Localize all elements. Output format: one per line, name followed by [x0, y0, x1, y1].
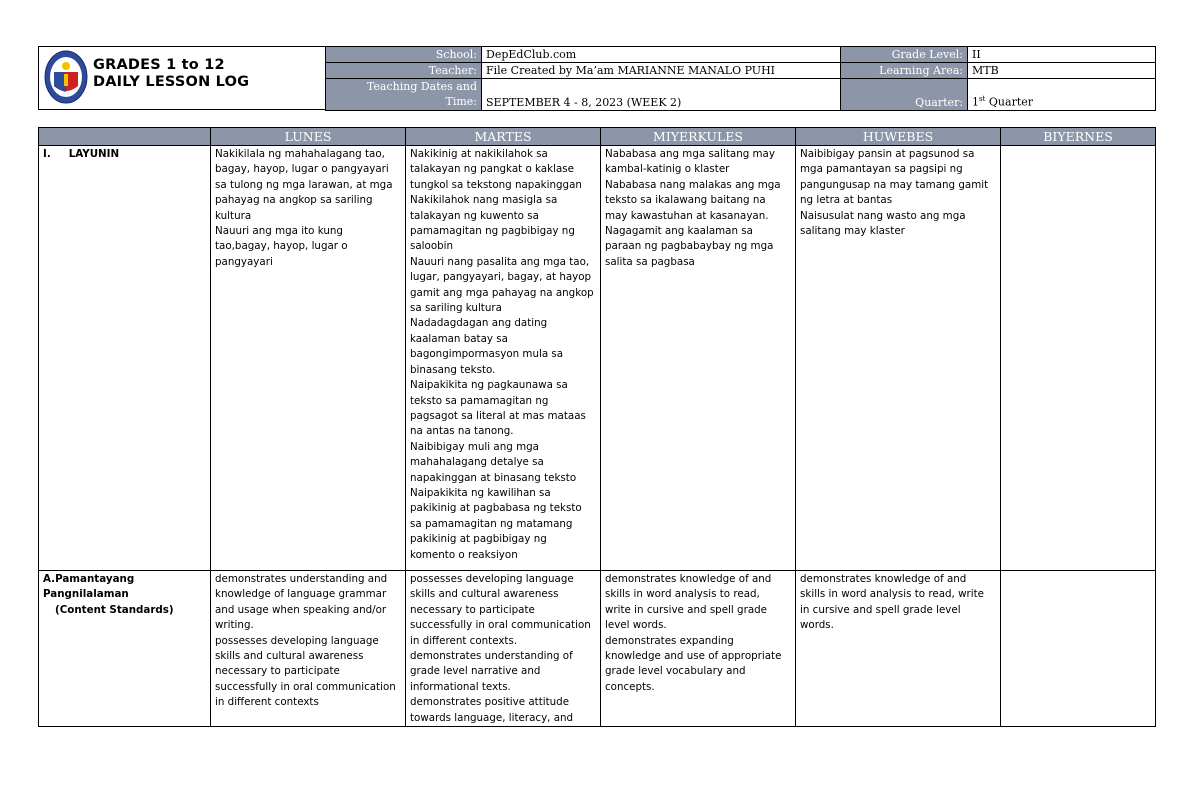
cell-text-line: writing. — [215, 619, 254, 632]
standards-miyerkules-cell — [601, 571, 796, 727]
layunin-row — [39, 146, 1156, 571]
col-header-martes: MARTES — [406, 128, 601, 146]
form-title-line2: DAILY LESSON LOG — [93, 74, 250, 90]
cell-text-line: informational texts. — [410, 680, 511, 693]
cell-text-line: demonstrates understanding of — [410, 650, 573, 663]
quarter-value: 1st Quarter — [968, 79, 1156, 111]
col-header-biyernes: BIYERNES — [1001, 128, 1156, 146]
school-label: School: — [326, 47, 482, 63]
cell-text-line: Naisusulat nang wasto ang mga — [800, 209, 966, 222]
cell-text-line: knowledge of language grammar — [215, 588, 387, 601]
cell-text-line: skills and cultural awareness — [410, 588, 559, 601]
cell-text-line: Nauuri nang pasalita ang mga tao, — [410, 255, 590, 268]
cell-text-line: Naibibigay muli ang mga — [410, 440, 539, 453]
cell-text-line: pakikinig at pagbibigay ng — [410, 533, 547, 546]
quarter-label: Quarter: — [841, 79, 968, 111]
cell-text-line: skills and cultural awareness — [215, 650, 364, 663]
cell-text-line: possesses developing language — [215, 634, 379, 647]
col-header-huwebes: HUWEBES — [796, 128, 1001, 146]
cell-text-line: may kawastuhan at kasanayan. — [605, 209, 769, 222]
cell-text-line: lugar, pangyayari, bagay, at hayop — [410, 271, 592, 284]
cell-text-line: grade level vocabulary and — [605, 665, 746, 678]
cell-text-line: necessary to participate — [215, 665, 340, 678]
col-header-miyerkules: MIYERKULES — [601, 128, 796, 146]
standards-martes-cell — [406, 571, 601, 727]
cell-text-line: possesses developing language — [410, 573, 574, 585]
cell-text-line: Nadadagdagan ang dating — [410, 317, 548, 330]
cell-text-line: tungkol sa tekstong napakinggan — [410, 178, 582, 191]
learning-area-label: Learning Area: — [841, 63, 968, 79]
cell-text-line: salita sa pagbasa — [605, 255, 695, 268]
cell-text-line: successfully in oral communication — [410, 619, 591, 632]
cell-text-line: teksto sa ikalawang baitang na — [605, 194, 766, 207]
teaching-dates-label: Teaching Dates and Time: — [326, 79, 482, 111]
cell-text-line: pahayag na angkop sa sariling — [215, 194, 373, 207]
cell-text-line: kaalaman batay sa — [410, 332, 508, 345]
cell-text-line: sa pamamagitan ng matamang — [410, 517, 573, 530]
teacher-value: File Created by Ma’am MARIANNE MANALO PUHI — [482, 63, 841, 79]
cell-text-line: pangungusap na may tamang gamit — [800, 178, 989, 191]
deped-seal-logo — [44, 50, 88, 104]
cell-text-line: Nakikinig at nakikilahok sa — [410, 148, 548, 160]
cell-text-line: words. — [800, 619, 834, 632]
cell-text-line: demonstrates understanding and — [215, 573, 388, 585]
cell-text-line: in different contexts. — [410, 634, 518, 647]
cell-text-line: talakayan ng kuwento sa — [410, 209, 539, 222]
cell-text-line: salitang may klaster — [800, 225, 905, 238]
cell-text-line: pangyayari — [215, 255, 273, 268]
cell-text-line: gamit ang mga pahayag na angkop — [410, 286, 594, 299]
learning-area-value: MTB — [968, 63, 1156, 79]
layunin-huwebes-cell — [796, 146, 1001, 571]
cell-text-line: talakayan ng pangkat o kaklase — [410, 163, 574, 176]
cell-text-line: na antas na tanong. — [410, 425, 514, 438]
cell-text-line: komento o reaksiyon — [410, 548, 518, 561]
layunin-miyerkules-cell — [601, 146, 796, 571]
cell-text-line: bagay, hayop, lugar o pangyayari — [215, 163, 389, 176]
cell-text-line: knowledge and use of appropriate — [605, 650, 782, 663]
cell-text-line: binasang teksto. — [410, 363, 496, 376]
cell-text-line: ng letra at bantas — [800, 194, 893, 207]
cell-text-line: towards language, literacy, and — [410, 711, 574, 724]
cell-text-line: demonstrates expanding — [605, 634, 734, 647]
cell-text-line: napakinggan at binasang teksto — [410, 471, 577, 484]
corner-cell — [39, 128, 211, 146]
content-standards-row — [39, 571, 1156, 727]
layunin-martes-cell — [406, 146, 601, 571]
cell-text-line: skills in word analysis to read, — [605, 588, 760, 601]
cell-text-line: demonstrates knowledge of and — [800, 573, 967, 585]
cell-text-line: pakikinig at pagbabasa ng teksto — [410, 502, 582, 515]
cell-text-line: paraan ng pagbabaybay ng mga — [605, 240, 774, 253]
row-label-layunin: I. LAYUNIN — [39, 146, 211, 571]
cell-text-line: pamamagitan ng pagbibigay ng — [410, 225, 575, 238]
cell-text-line: and usage when speaking and/or — [215, 603, 387, 616]
cell-text-line: sa tulong ng mga larawan, at mga — [215, 178, 393, 191]
teacher-label: Teacher: — [326, 63, 482, 79]
grade-level-label: Grade Level: — [841, 47, 968, 63]
cell-text-line: tao,bagay, hayop, lugar o — [215, 240, 348, 253]
standards-huwebes-cell — [796, 571, 1001, 727]
cell-text-line: Nababasa nang malakas ang mga — [605, 178, 781, 191]
cell-text-line: concepts. — [605, 680, 655, 693]
cell-text-line: skills in word analysis to read, write — [800, 588, 984, 601]
layunin-lunes-cell — [211, 146, 406, 571]
school-value: DepEdClub.com — [482, 47, 841, 63]
header-info-table — [325, 46, 1156, 111]
cell-text-line: in different contexts — [215, 696, 319, 709]
cell-text-line: mahahalagang detalye sa — [410, 456, 544, 469]
layunin-biyernes-cell — [1001, 146, 1156, 571]
cell-text-line: grade level narrative and — [410, 665, 541, 678]
cell-text-line: Naipakikita ng pagkaunawa sa — [410, 379, 568, 392]
day-header-row — [39, 128, 1156, 146]
cell-text-line: write in cursive and spell grade — [605, 603, 767, 616]
row-label-content-standards: A.Pamantayang Pangnilalaman (Content Standards) — [39, 571, 211, 727]
cell-text-line: Nakikilala ng mahahalagang tao, — [215, 148, 385, 160]
cell-text-line: Nakikilahok nang masigla sa — [410, 194, 558, 207]
cell-text-line: kultura — [215, 209, 252, 222]
cell-text-line: in cursive and spell grade level — [800, 603, 961, 616]
standards-biyernes-cell — [1001, 571, 1156, 727]
cell-text-line: saloobin — [410, 240, 454, 253]
cell-text-line: demonstrates knowledge of and — [605, 573, 772, 585]
standards-lunes-cell — [211, 571, 406, 727]
cell-text-line: mga pamantayan sa pagsipi ng — [800, 163, 963, 176]
col-header-lunes: LUNES — [211, 128, 406, 146]
cell-text-line: pagsagot sa literal at mas mataas — [410, 409, 586, 422]
cell-text-line: Nababasa ang mga salitang may — [605, 148, 775, 160]
form-title-line1: GRADES 1 to 12 — [93, 57, 225, 73]
lesson-log-table — [38, 127, 1156, 727]
cell-text-line: Naipakikita ng kawilihan sa — [410, 486, 551, 499]
cell-text-line: successfully in oral communication — [215, 680, 396, 693]
cell-text-line: teksto sa pamamagitan ng — [410, 394, 549, 407]
cell-text-line: sa sariling kultura — [410, 302, 502, 315]
cell-text-line: kambal-katinig o klaster — [605, 163, 730, 176]
teaching-dates-value: SEPTEMBER 4 - 8, 2023 (WEEK 2) — [482, 79, 841, 111]
cell-text-line: necessary to participate — [410, 603, 535, 616]
grade-level-value: II — [968, 47, 1156, 63]
cell-text-line: level words. — [605, 619, 667, 632]
cell-text-line: demonstrates positive attitude — [410, 696, 570, 709]
cell-text-line: Naibibigay pansin at pagsunod sa — [800, 148, 975, 160]
cell-text-line: Nauuri ang mga ito kung — [215, 225, 343, 238]
cell-text-line: bagongimpormasyon mula sa — [410, 348, 564, 361]
cell-text-line: Nagagamit ang kaalaman sa — [605, 225, 753, 238]
